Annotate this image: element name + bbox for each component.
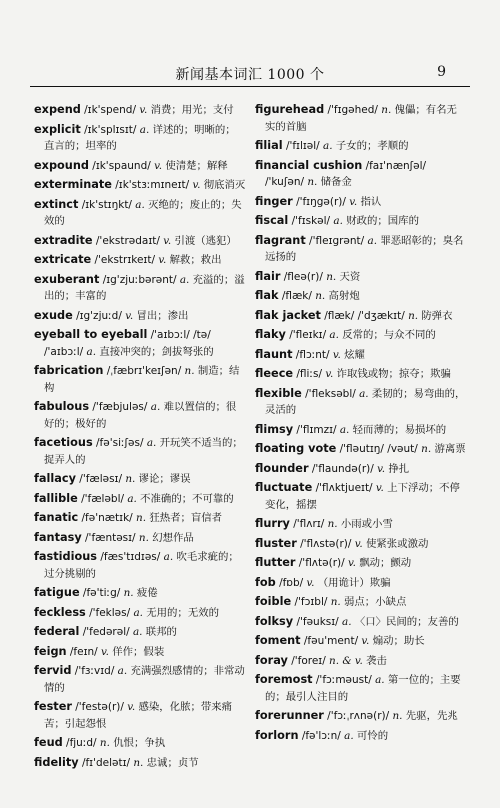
- phonetic: /'fləutɪŋ/ /vəut/: [339, 443, 418, 455]
- headword: exterminate: [34, 178, 112, 191]
- dictionary-entry: [34, 735, 246, 752]
- headword: feign: [34, 644, 67, 658]
- headword: flak jacket: [255, 308, 321, 322]
- part-of-speech: n.: [99, 737, 110, 749]
- headword: expend: [34, 103, 81, 116]
- phonetic: /fəu'ment/: [303, 635, 359, 647]
- definition: 疲倦: [136, 587, 158, 599]
- dictionary-entry: [255, 555, 467, 572]
- part-of-speech: v.: [158, 254, 167, 266]
- phonetic: /'foreɪ/: [291, 654, 326, 667]
- headword: finger: [255, 194, 293, 208]
- headword: fabulous: [34, 400, 90, 413]
- part-of-speech: v.: [163, 234, 172, 247]
- dictionary-entry: [34, 471, 246, 488]
- dictionary-entry: [34, 585, 246, 602]
- headword: eyeball to eyeball: [34, 328, 148, 341]
- headword: fob: [255, 575, 276, 589]
- phonetic: /'fɔɪbl/: [294, 596, 328, 608]
- dictionary-entry: [34, 755, 246, 772]
- part-of-speech: n.: [421, 443, 432, 455]
- part-of-speech: v.: [347, 557, 356, 569]
- headword: flexible: [255, 386, 302, 400]
- dictionary-entry: [34, 530, 246, 547]
- phonetic: /'fleɪgrənt/: [309, 234, 365, 247]
- headword: fantasy: [34, 530, 82, 544]
- headword: foray: [255, 653, 288, 667]
- dictionary-entry: [34, 177, 246, 194]
- part-of-speech: n.: [307, 176, 318, 188]
- right-column: [255, 102, 467, 747]
- definition: 游离票: [434, 443, 466, 455]
- headword: fanatic: [34, 511, 79, 524]
- phonetic: /'fɪgəhed/: [327, 104, 378, 116]
- definition: 吹毛求疵的；过分挑剔的: [44, 551, 239, 580]
- headword: fastidious: [34, 550, 98, 563]
- part-of-speech: n.: [138, 531, 149, 544]
- headword: flutter: [255, 556, 296, 569]
- headword: fester: [34, 700, 72, 713]
- definition: 狂热者；盲信者: [149, 512, 223, 524]
- headword: flaunt: [255, 347, 293, 361]
- definition: 天资: [339, 270, 361, 283]
- phonetic: /ɪk'spend/: [84, 104, 136, 116]
- phonetic: /'fæləbl/: [81, 492, 125, 505]
- definition: 不准确的；不可靠的: [140, 492, 234, 505]
- headword: fatigue: [34, 586, 80, 599]
- part-of-speech: a.: [339, 423, 350, 436]
- definition: 〈口〉民间的；友善的: [354, 615, 459, 628]
- headword: fabrication: [34, 364, 104, 377]
- part-of-speech: a.: [133, 606, 143, 619]
- part-of-speech: v.: [325, 368, 334, 380]
- dictionary-entry: [255, 614, 467, 631]
- part-of-speech: a.: [132, 626, 143, 638]
- dictionary-entry: [255, 536, 467, 553]
- headword: forerunner: [255, 709, 324, 722]
- definition: 谬论；谬误: [138, 473, 191, 485]
- phonetic: /flæk/: [281, 290, 312, 302]
- definition: 使清楚；解释: [165, 159, 228, 172]
- phonetic: /fɪ'delətɪ/: [81, 756, 131, 769]
- dictionary-entry: [34, 363, 246, 396]
- headword: expound: [34, 158, 89, 172]
- part-of-speech: a.: [117, 665, 128, 677]
- part-of-speech: v.: [139, 104, 148, 116]
- part-of-speech: a.: [375, 674, 385, 686]
- definition: 充满强烈感情的；非常动情的: [44, 665, 245, 694]
- dictionary-entry: [255, 708, 467, 725]
- dictionary-entry: [255, 213, 467, 230]
- part-of-speech: v.: [349, 195, 358, 208]
- definition: （用诡计）欺骗: [317, 576, 391, 589]
- part-of-speech: n.: [123, 587, 134, 599]
- headword: flak: [255, 289, 279, 302]
- part-of-speech: v.: [125, 309, 134, 322]
- definition: 彻底消灭: [203, 179, 246, 191]
- phonetic: /'fedərəl/: [82, 626, 130, 638]
- headword: extradite: [34, 233, 93, 247]
- headword: financial cushion: [255, 158, 363, 172]
- phonetic: /ɪk'spaund/: [92, 159, 151, 172]
- definition: 冒出；渗出: [136, 309, 189, 322]
- definition: 罪恶昭彰的；臭名远扬的: [265, 234, 464, 263]
- headword: flurry: [255, 517, 290, 530]
- phonetic: /'fæbjuləs/: [92, 401, 148, 413]
- phonetic: /'fɔːˌrʌnə(r)/: [327, 710, 390, 722]
- part-of-speech: v.: [154, 159, 163, 172]
- definition: 储备金: [320, 176, 352, 188]
- part-of-speech: v.: [375, 482, 384, 494]
- part-of-speech: n.: [326, 270, 337, 283]
- dictionary-entry: [34, 122, 246, 155]
- part-of-speech: n.: [381, 104, 392, 116]
- part-of-speech: n.: [392, 710, 403, 722]
- headword: explicit: [34, 122, 81, 136]
- phonetic: /'fɪlɪəl/: [285, 140, 320, 152]
- dictionary-entry: [34, 252, 246, 269]
- dictionary-entry: [255, 672, 467, 705]
- part-of-speech: n.: [184, 365, 195, 377]
- dictionary-entry: [255, 327, 467, 344]
- part-of-speech: a.: [139, 123, 150, 136]
- definition: 柔韧的；易弯曲的，灵活的: [265, 387, 466, 416]
- dictionary-entry: [255, 516, 467, 533]
- dictionary-entry: [34, 102, 246, 119]
- dictionary-entry: [34, 549, 246, 582]
- dictionary-entry: [255, 728, 467, 745]
- phonetic: /fliːs/: [296, 368, 322, 380]
- phonetic: /'fɪskəl/: [291, 215, 331, 227]
- part-of-speech: a.: [344, 729, 354, 742]
- part-of-speech: a.: [333, 215, 343, 227]
- definition: 袭击: [366, 654, 387, 667]
- definition: 仇恨；争执: [113, 737, 166, 749]
- definition: 解救；救出: [169, 254, 222, 266]
- headword: fluctuate: [255, 481, 313, 494]
- part-of-speech: v.: [127, 701, 136, 713]
- dictionary-entry: [255, 158, 467, 191]
- phonetic: /ɪk'stɪŋkt/: [81, 198, 132, 211]
- dictionary-entry: [34, 491, 246, 508]
- definition: 感染，化脓；带来痛苦；引起怨恨: [44, 701, 233, 730]
- headword: extricate: [34, 253, 92, 266]
- definition: 开玩笑不适当的；捉弄人的: [44, 437, 243, 466]
- definition: 防弹衣: [421, 309, 453, 322]
- part-of-speech: n.: [136, 512, 146, 524]
- dictionary-entry: [255, 269, 467, 286]
- part-of-speech: a.: [179, 273, 190, 286]
- part-of-speech: v.: [101, 645, 109, 658]
- dictionary-entry: [34, 605, 246, 622]
- definition: 制造；结构: [44, 365, 240, 394]
- phonetic: /faɪ'nænʃəl/ /'kuʃən/: [265, 159, 427, 188]
- phonetic: /fə'lɔːn/: [301, 729, 341, 742]
- phonetic: /'fleɪkɪ/: [289, 329, 327, 341]
- phonetic: /'flʌstə(r)/: [300, 537, 352, 550]
- part-of-speech: a.: [367, 234, 378, 247]
- headword: flimsy: [255, 422, 294, 436]
- headword: filial: [255, 139, 283, 152]
- headword: foible: [255, 595, 292, 608]
- dictionary-entry: [255, 575, 467, 592]
- definition: 诈取钱或物；掠夺；欺骗: [336, 368, 451, 380]
- headword: flair: [255, 269, 281, 283]
- dictionary-entry: [255, 653, 467, 670]
- headword: feud: [34, 736, 63, 749]
- phonetic: /'flʌrɪ/: [293, 518, 325, 530]
- part-of-speech: v.: [361, 635, 370, 647]
- definition: 幻想作品: [152, 531, 194, 544]
- phonetic: /'flɪmzɪ/: [296, 423, 337, 436]
- dictionary-entry: [34, 327, 246, 360]
- definition: 使紧张或激动: [366, 537, 429, 550]
- part-of-speech: n.: [330, 596, 341, 608]
- definition: 煽动；助长: [372, 635, 425, 647]
- headword: fidelity: [34, 755, 79, 769]
- dictionary-entry: [34, 233, 246, 250]
- part-of-speech: a.: [135, 198, 145, 211]
- definition: 详述的；明晰的；直言的；坦率的: [44, 123, 236, 152]
- part-of-speech: a.: [150, 401, 161, 413]
- headword: flagrant: [255, 233, 306, 247]
- page-header: [30, 56, 470, 87]
- definition: 充溢的；溢出的；丰富的: [44, 273, 245, 302]
- part-of-speech: n.: [408, 309, 419, 322]
- headword: foment: [255, 634, 301, 647]
- dictionary-entry: [34, 158, 246, 175]
- part-of-speech: v.: [332, 348, 341, 361]
- definition: 高射炮: [328, 290, 360, 302]
- definition: 忠诚；贞节: [146, 756, 199, 769]
- part-of-speech: a.: [163, 551, 174, 563]
- definition: 子女的；孝顺的: [335, 140, 409, 152]
- phonetic: /'fæləsɪ/: [79, 473, 122, 485]
- part-of-speech: n.: [315, 290, 326, 302]
- dictionary-entry: [255, 138, 467, 155]
- phonetic: /'ekstrədaɪt/: [95, 234, 160, 247]
- phonetic: /fɒb/: [279, 576, 304, 589]
- definition: 无用的；无效的: [146, 606, 219, 619]
- phonetic: /fjuːd/: [66, 737, 97, 749]
- headword: floating vote: [255, 442, 337, 455]
- definition: 上下浮动；不停变化，摇摆: [265, 482, 460, 511]
- part-of-speech: a.: [359, 387, 369, 400]
- part-of-speech: v.: [377, 462, 386, 475]
- phonetic: /'festə(r)/: [75, 701, 124, 713]
- phonetic: /'aɪbɔːl/ /tə/ /'aɪbɔːl/: [44, 329, 211, 358]
- dictionary-entry: [34, 197, 246, 230]
- part-of-speech: n.: [125, 473, 136, 485]
- phonetic: /fə'nætɪk/: [81, 512, 133, 524]
- phonetic: /ɪk'stɜːmɪneɪt/: [115, 179, 190, 191]
- definition: 先驱，先兆: [405, 710, 458, 722]
- page-header-title: 新闻基本词汇 1000 个: [175, 67, 325, 83]
- definition: 消费；用光；支付: [150, 104, 234, 116]
- part-of-speech: a.: [86, 345, 96, 358]
- phonetic: /'fleksəbl/: [305, 387, 356, 400]
- definition: 挣扎: [388, 462, 410, 475]
- definition: 引渡（逃犯）: [174, 234, 237, 247]
- part-of-speech: a.: [323, 140, 333, 152]
- part-of-speech: a.: [342, 615, 352, 628]
- headword: fiscal: [255, 214, 289, 227]
- phonetic: /ɪg'zjuːd/: [76, 309, 122, 322]
- definition: 反常的；与众不同的: [342, 329, 436, 341]
- page-number: 9: [437, 64, 446, 80]
- dictionary-entry: [255, 102, 467, 135]
- phonetic: /'fɔːməust/: [315, 674, 372, 686]
- headword: federal: [34, 625, 80, 638]
- headword: extinct: [34, 197, 79, 211]
- headword: fervid: [34, 664, 72, 677]
- dictionary-entry: [34, 624, 246, 641]
- phonetic: /fə'siːʃəs/: [96, 437, 144, 449]
- definition: 灭绝的；废止的；失效的: [44, 198, 242, 227]
- definition: 傀儡；有名无实的首脑: [265, 104, 457, 133]
- dictionary-entry: [34, 308, 246, 325]
- phonetic: /feɪn/: [69, 645, 98, 658]
- dictionary-entry: [34, 644, 246, 661]
- phonetic: /'flʌtə(r)/: [298, 557, 345, 569]
- dictionary-entry: [255, 594, 467, 611]
- definition: 财政的；国库的: [346, 215, 419, 227]
- part-of-speech: a.: [127, 492, 137, 505]
- headword: feckless: [34, 605, 86, 619]
- headword: facetious: [34, 436, 93, 449]
- dictionary-entry: [34, 510, 246, 527]
- definition: 第一位的；主要的；最引人注目的: [265, 674, 461, 703]
- dictionary-entry: [34, 699, 246, 732]
- phonetic: /'flaundə(r)/: [311, 462, 374, 475]
- part-of-speech: a.: [146, 437, 157, 449]
- phonetic: /ɪg'zjuːbərənt/: [102, 273, 177, 286]
- headword: flaky: [255, 328, 286, 341]
- definition: 小雨或小雪: [340, 518, 393, 530]
- dictionary-entry: [255, 480, 467, 513]
- headword: forlorn: [255, 728, 299, 742]
- definition: 轻而薄的；易损坏的: [352, 423, 447, 436]
- dictionary-entry: [255, 422, 467, 439]
- phonetic: /'fəuksɪ/: [296, 615, 339, 628]
- phonetic: /ˌfæbrɪ'keɪʃən/: [106, 365, 182, 377]
- phonetic: /'flʌktjueɪt/: [315, 482, 373, 494]
- definition: 飘动；颤动: [359, 557, 412, 569]
- dictionary-entry: [34, 399, 246, 432]
- definition: 联邦的: [145, 626, 177, 638]
- phonetic: /fæs'tɪdɪəs/: [100, 551, 161, 563]
- headword: exuberant: [34, 272, 100, 286]
- dictionary-entry: [255, 194, 467, 211]
- headword: fluster: [255, 536, 297, 550]
- phonetic: /ɪk'splɪsɪt/: [84, 123, 137, 136]
- headword: figurehead: [255, 103, 325, 116]
- definition: 直接冲突的；剑拔弩张的: [99, 345, 214, 358]
- phonetic: /'fɜːvɪd/: [74, 665, 115, 677]
- headword: fallacy: [34, 472, 76, 485]
- phonetic: /flɔːnt/: [295, 348, 330, 361]
- dictionary-entry: [255, 386, 467, 419]
- part-of-speech: v.: [354, 537, 363, 550]
- dictionary-entry: [255, 347, 467, 364]
- part-of-speech: v.: [306, 576, 315, 589]
- phonetic: /'fæntəsɪ/: [85, 531, 136, 544]
- dictionary-entry: [255, 633, 467, 650]
- headword: folksy: [255, 614, 294, 628]
- dictionary-entry: [34, 435, 246, 468]
- part-of-speech: n.: [327, 518, 338, 530]
- definition: 指认: [360, 195, 382, 208]
- headword: fleece: [255, 367, 294, 380]
- dictionary-entry: [34, 272, 246, 305]
- headword: flounder: [255, 461, 309, 475]
- dictionary-entry: [255, 308, 467, 325]
- definition: 可怜的: [356, 729, 389, 742]
- definition: 佯作；假装: [112, 645, 165, 658]
- left-column: [34, 102, 246, 774]
- dictionary-entry: [34, 663, 246, 696]
- phonetic: /'fɪŋgə(r)/: [296, 195, 346, 208]
- phonetic: /'ekstrɪkeɪt/: [94, 254, 155, 266]
- headword: fallible: [34, 491, 78, 505]
- part-of-speech: n. & v.: [329, 654, 363, 667]
- phonetic: /'fekləs/: [89, 606, 131, 619]
- headword: foremost: [255, 673, 313, 686]
- dictionary-entry: [255, 233, 467, 266]
- dictionary-entry: [255, 288, 467, 305]
- definition: 弱点；小缺点: [344, 596, 407, 608]
- definition: 炫耀: [344, 348, 365, 361]
- phonetic: /flæk/ /'dʒækɪt/: [324, 309, 405, 322]
- dictionary-entry: [255, 366, 467, 383]
- part-of-speech: n.: [133, 756, 144, 769]
- headword: exude: [34, 308, 73, 322]
- dictionary-entry: [255, 441, 467, 458]
- phonetic: /fleə(r)/: [283, 270, 323, 283]
- phonetic: /fə'tiːg/: [82, 587, 121, 599]
- part-of-speech: v.: [192, 179, 201, 191]
- part-of-speech: a.: [329, 329, 339, 341]
- definition: 难以置信的；很好的；极好的: [44, 401, 237, 430]
- dictionary-entry: [255, 461, 467, 478]
